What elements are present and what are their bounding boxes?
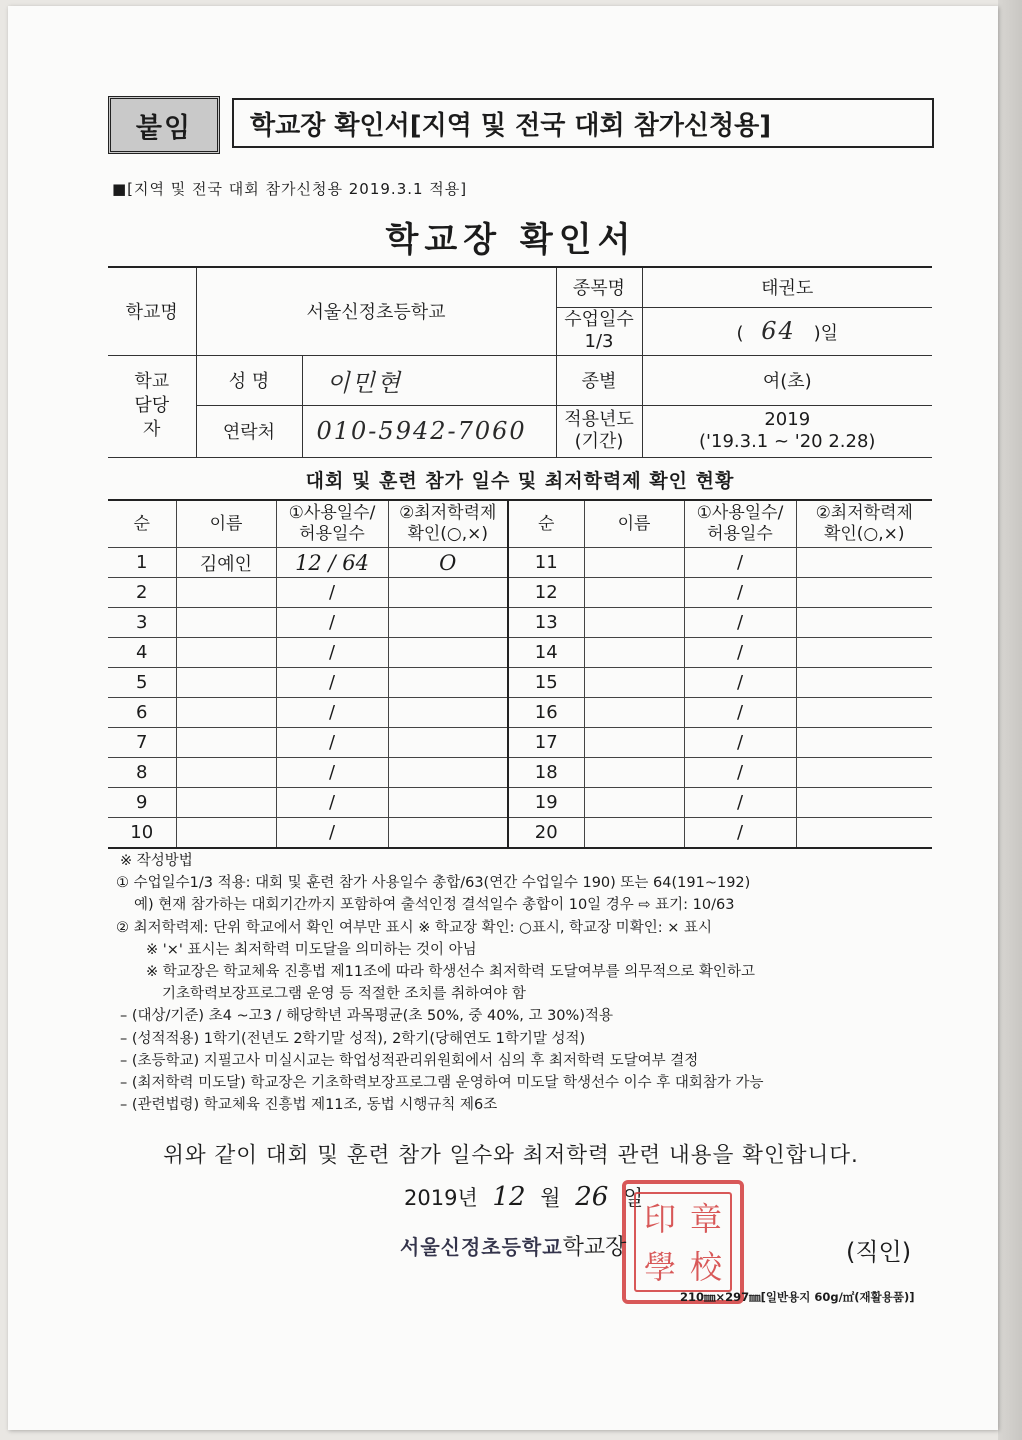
row-name-right [584,758,684,788]
row-min-right [796,758,932,788]
document-title: 학교장 확인서 [385,220,637,260]
row-days: / [276,788,388,818]
header-days [276,500,388,548]
participation-title: 대회 및 훈련 참가 일수 및 최저학력제 확인 현황 [305,470,735,492]
row-days: / [276,668,388,698]
row-min [388,818,508,849]
row-no-right: 20 [508,818,584,849]
table-row [108,788,932,818]
seal-glyph-mark: 印 [644,1200,677,1238]
howto-line: ※ '×' 표시는 최저학력 미도달을 의미하는 것이 아님 [146,941,477,958]
row-no: 3 [108,608,176,638]
header-name: 이름 [176,500,276,548]
row-no-right: 11 [508,548,584,578]
row-min [388,668,508,698]
header-min [388,500,508,548]
paper-spec: 210㎜×297㎜[일반용지 60g/㎡(재활용품)] [680,1290,915,1304]
school-label: 학교명 [108,267,196,355]
row-name-right [584,668,684,698]
row-name-right [584,578,684,608]
row-min [388,788,508,818]
row-min-right [796,638,932,668]
row-name-right [584,608,684,638]
header-no-right: 순 [508,500,584,548]
row-days-right: / [684,728,796,758]
row-min-right [796,728,932,758]
row-no: 2 [108,578,176,608]
row-no: 9 [108,788,176,818]
table-row [108,548,932,578]
date-day-unit: 일 [622,1186,644,1210]
date-month-unit: 월 [540,1186,561,1210]
table-row [108,578,932,608]
row-name [176,668,276,698]
issue-date [404,1182,643,1212]
howto-line: – (성적적용) 1학기(전년도 2학기말 성적), 2학기(당해연도 1학기말 성적) [120,1030,586,1047]
row-min: O [388,548,508,578]
header-days-right-line1: ①사용일수/ [696,503,784,523]
date-year: 2019년 [404,1186,478,1210]
row-min-right [796,668,932,698]
row-name [176,818,276,849]
row-min [388,608,508,638]
header-min-right-line2: 확인(○,×) [823,524,905,544]
event-value: 태권도 [642,267,932,307]
howto-line: – (최저학력 미도달) 학교장은 기초학력보장프로그램 운영하여 미도달 학생선수 이수 후 대회참가 가능 [120,1075,764,1092]
event-label: 종목명 [556,267,642,307]
howto-line: 예) 현재 참가하는 대회기간까지 포함하여 출석인정 결석일수 총합이 10일 경우 ⇨ 표기: 10/63 [134,897,735,914]
row-name-right [584,548,684,578]
header-name-right: 이름 [584,500,684,548]
row-days-right: / [684,638,796,668]
row-no: 5 [108,668,176,698]
year-value: 2019 [764,409,811,430]
year-label: 적용년도 (기간) [556,405,642,457]
row-no-right: 14 [508,638,584,668]
row-min [388,698,508,728]
row-days: / [276,608,388,638]
howto-line: 기초학력보장프로그램 운영 등 적절한 조치를 취하여야 함 [162,986,526,1003]
row-min-right [796,548,932,578]
row-min-right [796,818,932,849]
name-value [302,355,556,405]
seal-glyph-mark: 校 [690,1248,723,1286]
row-no: 4 [108,638,176,668]
date-month: 12 [492,1182,526,1212]
table-row [108,728,932,758]
row-min [388,578,508,608]
table-row [108,818,932,849]
row-name [176,638,276,668]
participation-rows [108,548,932,849]
year-cell [642,405,932,457]
row-days-right: / [684,668,796,698]
application-note: ■[지역 및 전국 대회 참가신청용 2019.3.1 적용] [112,180,468,198]
gender-value: 여(초) [642,355,932,405]
row-no-right: 12 [508,578,584,608]
howto-heading: ※ 작성방법 [120,853,193,869]
row-no: 7 [108,728,176,758]
row-name-right [584,788,684,818]
date-day: 26 [575,1182,609,1212]
row-days-right: / [684,698,796,728]
row-min-right [796,578,932,608]
contact-value [302,405,556,457]
header-days-line2: 허용일수 [299,524,365,544]
row-no-right: 18 [508,758,584,788]
row-name: 김예인 [176,548,276,578]
row-min-right [796,788,932,818]
row-min-right [796,608,932,638]
row-no: 1 [108,548,176,578]
table-row [108,668,932,698]
table-row [108,608,932,638]
table-row [108,698,932,728]
row-days: 12 / 64 [276,548,388,578]
row-days: / [276,758,388,788]
header-min-right [796,500,932,548]
header-no: 순 [108,500,176,548]
days-value: 64 [761,317,796,345]
row-days-right: / [684,578,796,608]
row-days-right: / [684,788,796,818]
writing-instructions [116,850,936,1116]
row-name-right [584,818,684,849]
table-header-row [108,500,932,548]
contact-handwritten: 010-5942-7060 [316,417,527,445]
row-no-right: 13 [508,608,584,638]
manager-label: 학교 담당자 [108,355,196,457]
name-label: 성 명 [196,355,302,405]
days-open: ( [736,323,744,344]
row-no-right: 15 [508,668,584,698]
row-min [388,728,508,758]
row-no: 10 [108,818,176,849]
row-days: / [276,698,388,728]
row-name [176,758,276,788]
attachment-label: 붙임 [108,96,220,154]
row-name [176,578,276,608]
days-label: 수업일수 1/3 [556,307,642,355]
participation-table [108,499,932,849]
header-days-line1: ①사용일수/ [288,503,376,523]
howto-line: ※ 학교장은 학교체육 진흥법 제11조에 따라 학생선수 최저학력 도달여부를 의무적으로 확인하고 [146,964,755,981]
row-name-right [584,728,684,758]
header-min-right-line1: ②최저학력제 [815,503,913,523]
seal-glyph-mark: 章 [690,1200,723,1238]
header-days-right-line2: 허용일수 [707,524,773,544]
row-min [388,758,508,788]
header-min-line1: ②최저학력제 [399,503,497,523]
name-handwritten: 이민현 [326,368,403,397]
school-name-stamp: 서울신정초등학교 [400,1235,563,1259]
row-no: 6 [108,698,176,728]
table-row [108,758,932,788]
confirmation-statement: 위와 같이 대회 및 훈련 참가 일수와 최저학력 관련 내용을 확인합니다. [163,1143,859,1168]
row-name-right [584,638,684,668]
row-name [176,728,276,758]
days-cell [642,307,932,355]
row-name-right [584,698,684,728]
row-days: / [276,578,388,608]
howto-line: – (대상/기준) 초4 ~고3 / 해당학년 과목평균(초 50%, 중 40%, 고 30%)적용 [120,1008,613,1025]
row-no-right: 19 [508,788,584,818]
row-no-right: 17 [508,728,584,758]
howto-line: – (관련법령) 학교체육 진흥법 제11조, 동법 시행규칙 제6조 [120,1097,498,1114]
row-days-right: / [684,548,796,578]
seal-label: (직인) [846,1238,912,1266]
header-title: 학교장 확인서[지역 및 전국 대회 참가신청용] [232,98,934,148]
howto-line: – (초등학교) 지필고사 미실시교는 학업성적관리위원회에서 심의 후 최저학력 도달여부 결정 [120,1052,699,1069]
row-no-right: 16 [508,698,584,728]
row-days: / [276,638,388,668]
row-days-right: / [684,818,796,849]
school-info-table [108,266,932,458]
row-days-right: / [684,758,796,788]
howto-line: ② 최저학력제: 단위 학교에서 확인 여부만 표시 ※ 학교장 확인: ○표시, 학교장 미확인: × 표시 [116,919,712,936]
row-no: 8 [108,758,176,788]
principal-title: 학교장 [562,1235,627,1260]
row-days-right: / [684,608,796,638]
row-name [176,608,276,638]
period-value: ('19.3.1 ~ '20 2.28) [699,431,876,452]
row-name [176,788,276,818]
row-days: / [276,728,388,758]
howto-line: ① 수업일수1/3 적용: 대회 및 훈련 참가 사용일수 총합/63(연간 수업일수 190) 또는 64(191~192) [116,875,751,892]
row-name [176,698,276,728]
row-min-right [796,698,932,728]
signature-line [400,1230,626,1261]
header-days-right [684,500,796,548]
header-min-line2: 확인(○,×) [407,524,489,544]
seal-glyph-mark: 學 [644,1248,677,1286]
contact-label: 연락처 [196,405,302,457]
days-close: )일 [813,323,838,344]
row-min [388,638,508,668]
official-seal-stamp [622,1180,744,1304]
gender-label: 종별 [556,355,642,405]
row-days: / [276,818,388,849]
school-name: 서울신정초등학교 [196,267,556,355]
table-row [108,638,932,668]
